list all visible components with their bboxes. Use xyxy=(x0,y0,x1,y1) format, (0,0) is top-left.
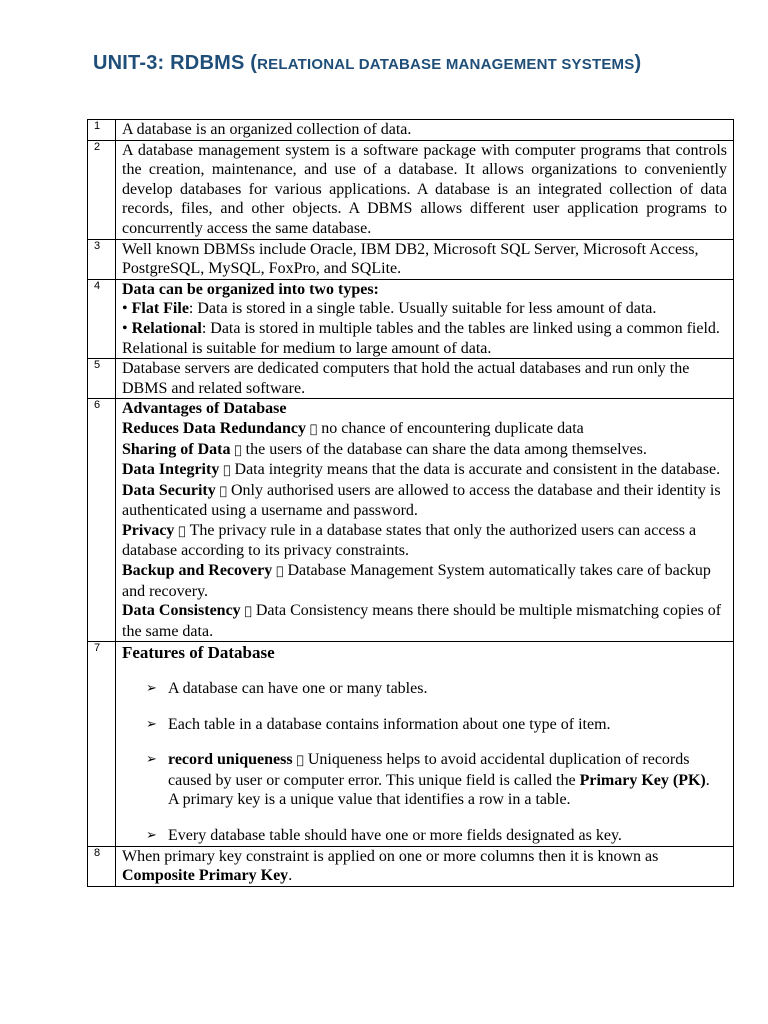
row-text: Database servers are dedicated computers that hold the actual databases and run only the DBMS and related software. xyxy=(116,359,734,399)
list-item: Data Consistency Data Consistency means there should be multiple mismatching copies of the same data. xyxy=(122,602,710,640)
table-row xyxy=(88,279,734,358)
row-heading: Advantages of Database xyxy=(122,400,287,418)
arrow-symbol-icon xyxy=(223,463,230,477)
row-number: 8 xyxy=(88,846,116,886)
table-row xyxy=(88,359,734,399)
arrow-bullet-icon: ➢ xyxy=(146,752,157,768)
arrow-bullet-icon: ➢ xyxy=(146,828,157,843)
arrow-symbol-icon xyxy=(234,443,241,457)
row-text: A database management system is a software package with computer programs that controls the creation, maintenance, and use of a database. It allows organizations to conveniently develop databases for various applications. A database is an integrated collection of data records, files, and other objects. A DBMS allows different user application programs to concurrently access the same database. xyxy=(116,140,734,239)
arrow-bullet-icon: ➢ xyxy=(146,716,157,732)
row-number: 2 xyxy=(88,140,116,239)
content-table xyxy=(87,119,734,887)
row-number: 5 xyxy=(88,359,116,399)
row-heading: Data can be organized into two types: xyxy=(122,280,379,298)
row-number: 7 xyxy=(88,642,116,846)
arrow-symbol-icon xyxy=(220,484,227,498)
arrow-symbol-icon xyxy=(245,604,252,618)
list-item: Privacy The privacy rule in a database states that only the authorized users can access a database according to its privacy constraints. xyxy=(122,521,685,560)
list-item: Backup and Recovery Database Management System automatically takes care of backup and recovery. xyxy=(122,562,727,600)
row-text: A database is an organized collection of data. xyxy=(116,120,734,141)
arrow-symbol-icon xyxy=(178,524,185,538)
list-item: ➢ Each table in a database contains information about one type of item. xyxy=(146,715,611,733)
row-number: 1 xyxy=(88,120,116,141)
list-item: ➢ A database can have one or many tables. xyxy=(146,680,428,698)
page-title: UNIT-3: RDBMS (RELATIONAL DATABASE MANAGEMENT SYSTEMS) xyxy=(93,52,642,74)
table-row xyxy=(88,120,734,141)
row-text: Well known DBMSs include Oracle, IBM DB2, Microsoft SQL Server, Microsoft Access, PostgreSQL, MySQL, FoxPro, and SQLite. xyxy=(116,239,734,279)
table-row: 8 When primary key constraint is applied on one or more columns then it is known as Composite Primary Key. xyxy=(88,846,734,886)
list-item: ➢ Every database table should have one or more fields designated as key. xyxy=(146,827,622,844)
list-item: • Flat File: Data is stored in a single table. Usually suitable for less amount of data. xyxy=(122,300,657,318)
list-item: Reduces Data Redundancy no chance of encountering duplicate data xyxy=(122,419,573,437)
list-item: Data Security Only authorised users are allowed to access the database and their identity is authenticated using a username and password. xyxy=(122,481,710,520)
features-list xyxy=(122,679,727,846)
row-number: 3 xyxy=(88,239,116,279)
table-row xyxy=(88,140,734,239)
row-number: 6 xyxy=(88,399,116,642)
table-row xyxy=(88,239,734,279)
list-item: • Relational: Data is stored in multiple tables and the tables are linked using a common field. Relational is suitable for medium to large amount of data. xyxy=(122,319,720,357)
list-item: ➢ record uniqueness Uniqueness helps to avoid accidental duplication of records caused by user or computer error. This unique field is called the Primary Key (PK). A primary key is a unique value that identifies a row in a table. xyxy=(146,751,726,809)
list-item: Data Integrity Data integrity means that the data is accurate and consistent in the database. xyxy=(122,461,709,479)
arrow-symbol-icon xyxy=(297,753,304,767)
list-item: Sharing of Data the users of the database can share the data among themselves. xyxy=(122,440,636,458)
table-row xyxy=(88,642,734,846)
row-heading: Features of Database xyxy=(122,643,275,663)
table-row xyxy=(88,399,734,642)
row-number: 4 xyxy=(88,279,116,358)
arrow-bullet-icon: ➢ xyxy=(146,681,157,697)
